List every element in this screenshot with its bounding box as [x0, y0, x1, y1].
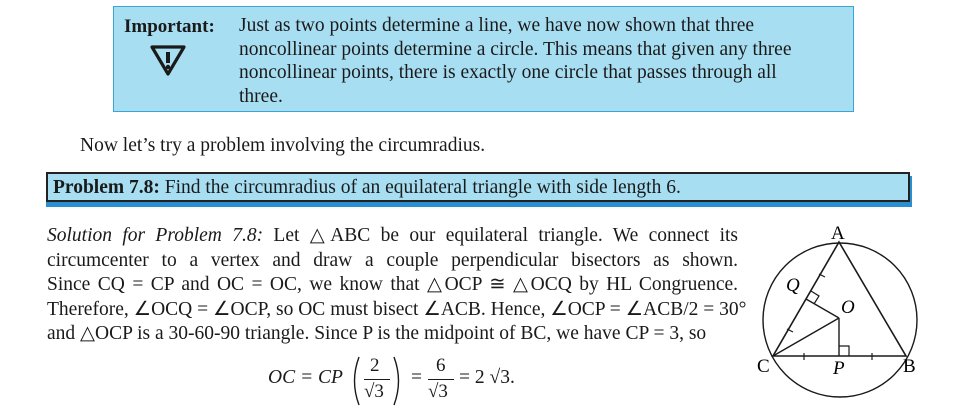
circumradius-formula: [268, 352, 568, 410]
left-paren-icon: [349, 355, 361, 407]
important-text: [239, 14, 844, 108]
label-b: B: [903, 356, 916, 377]
intro-text: Now let’s try a problem involving the circumradius.: [80, 135, 486, 156]
fraction-1-bar: [364, 379, 390, 380]
solution-paragraph: [47, 224, 747, 347]
solution-line: circumcenter to a vertex and draw a couple perpendicular bisectors as shown.: [47, 249, 738, 271]
label-a: A: [831, 223, 845, 244]
fraction-1-denominator: √3: [364, 381, 384, 402]
label-o: O: [841, 297, 855, 318]
formula-lhs: OC = CP: [268, 367, 343, 388]
triangle-circumcircle-diagram: [750, 222, 930, 408]
important-callout: [113, 6, 854, 112]
right-angle-p: [839, 346, 849, 356]
solution-line: Therefore, ∠OCQ = ∠OCP, so OC must bisect ∠ACB. Hence, ∠OCP = ∠ACB/2 = 30°: [47, 298, 747, 320]
label-c: C: [757, 356, 770, 377]
fraction-1-numerator: 2: [370, 355, 380, 376]
fraction-2-denominator: √3: [428, 381, 448, 402]
solution-line: and △OCP is a 30-60-90 triangle. Since P is the midpoint of BC, we have CP = 3, so: [47, 323, 707, 344]
important-title: Important:: [124, 16, 215, 37]
important-line: three.: [239, 85, 283, 107]
fraction-2-numerator: 6: [436, 355, 446, 376]
important-line: noncollinear points, there is exactly one circle that passes through all: [239, 62, 777, 83]
warning-icon: [149, 43, 187, 81]
label-p: P: [833, 358, 845, 379]
formula-equals: =: [411, 367, 422, 388]
right-paren-icon: [392, 355, 404, 407]
problem-text: Find the circumradius of an equilateral triangle with side length 6.: [164, 177, 681, 198]
important-line: Just as two points determine a line, we have now shown that three: [239, 15, 755, 36]
solution-line: Let △ABC be our equilateral triangle. We connect its: [273, 225, 738, 246]
segment-co: [773, 318, 839, 356]
formula-rhs: = 2 √3.: [459, 367, 515, 388]
problem-banner: [46, 172, 910, 202]
segment-oq: [806, 299, 839, 318]
solution-line: Since CQ = CP and OC = OC, we know that △OCP ≅ △OCQ by HL Congruence.: [47, 274, 738, 295]
solution-label: Solution for Problem 7.8:: [47, 225, 264, 246]
problem-bar-shadow: [46, 202, 912, 207]
problem-label: Problem 7.8:: [53, 177, 160, 198]
label-q: Q: [786, 275, 800, 296]
solution-line-1: [47, 224, 738, 249]
problem-statement: [53, 177, 681, 199]
fraction-2-bar: [428, 379, 454, 380]
important-line: noncollinear points determine a circle. This means that given any three: [239, 38, 792, 60]
